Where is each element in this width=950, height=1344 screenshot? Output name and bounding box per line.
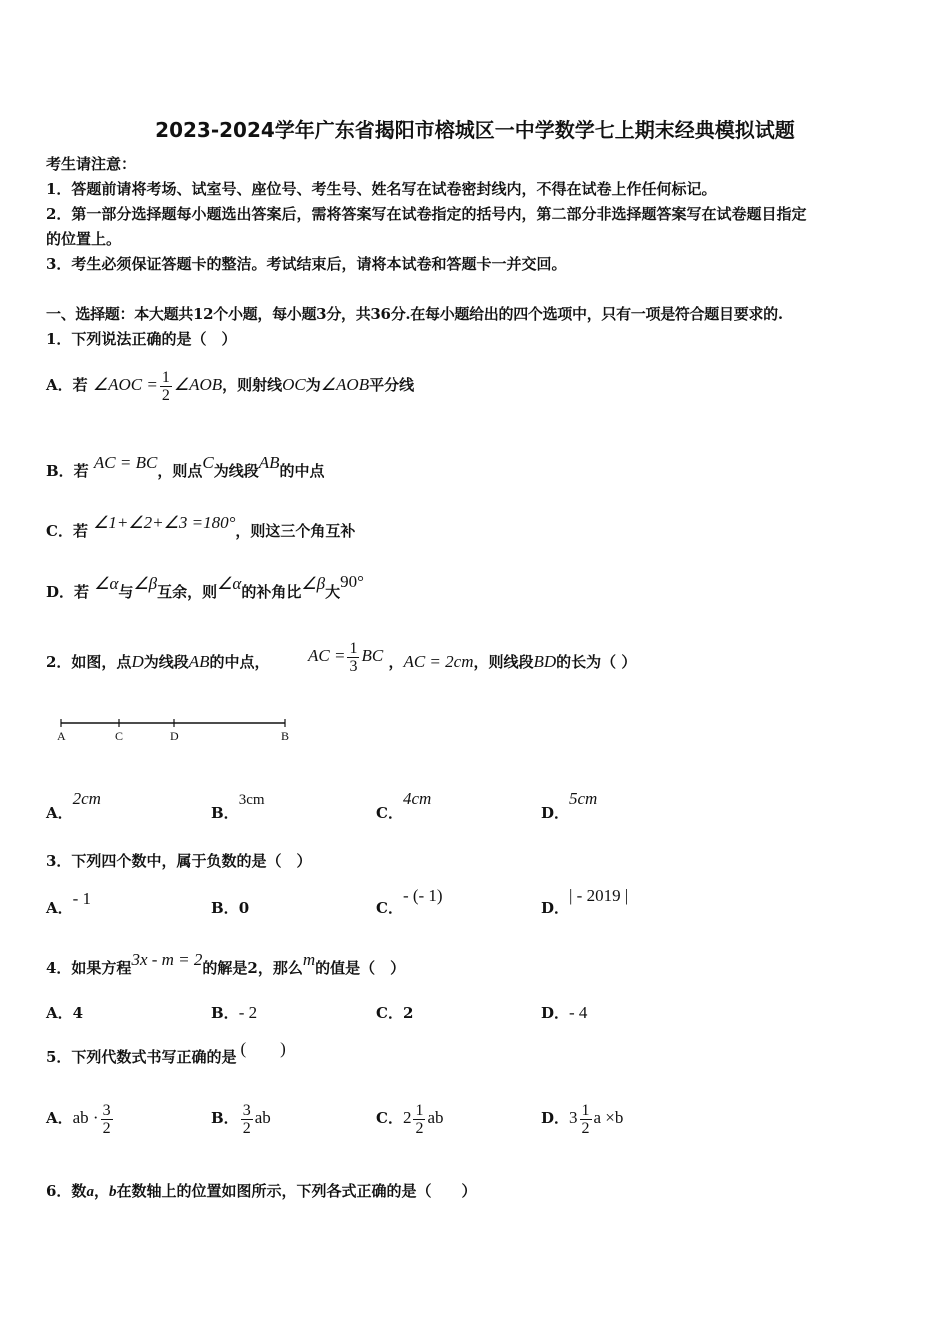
fraction: $\frac{1}{2}$ bbox=[415, 1101, 424, 1137]
question-5-stem: 5．下列代数式书写正确的是 ( ) bbox=[46, 1039, 286, 1066]
question-2-option-b: B．3cm bbox=[211, 792, 265, 822]
notice-heading: 考生请注意： bbox=[46, 155, 137, 173]
question-3-stem: 3．下列四个数中，属于负数的是（ ） bbox=[46, 852, 312, 870]
question-2-stem: 2．如图，点D为线段AB的中点， AC = $\frac{1}{3}$ BC ，AC = 2cm，则线段BD的长为（ ） bbox=[46, 639, 637, 675]
fraction: $\frac{1}{3}$ bbox=[349, 639, 358, 675]
fraction: $\frac{1}{2}$ bbox=[581, 1101, 590, 1137]
question-1-option-a: A．若 ∠AOC = $\frac{1}{2}$ ∠AOB，则射线OC为∠AOB平分线 bbox=[46, 368, 415, 404]
notice-item-2-cont: 的位置上。 bbox=[46, 230, 122, 248]
fraction: $\frac{3}{2}$ bbox=[102, 1101, 111, 1137]
question-1-stem: 1．下列说法正确的是（ ） bbox=[46, 330, 237, 348]
question-5-option-d: D．3 $\frac{1}{2}$ a ×b bbox=[541, 1101, 624, 1137]
section-heading: 一、选择题：本大题共12个小题，每小题3分，共36分.在每小题给出的四个选项中，只有一项是符合题目要求的. bbox=[46, 305, 783, 323]
question-4-option-b: B．- 2 bbox=[211, 1003, 258, 1022]
question-3-option-a: A．- 1 bbox=[46, 889, 92, 917]
question-3-option-c: C．- (- 1) bbox=[376, 886, 443, 917]
segment-figure bbox=[55, 712, 295, 746]
page-title: 2023-2024学年广东省揭阳市榕城区一中学数学七上期末经典模拟试题 bbox=[155, 118, 795, 142]
question-2-option-d: D．5cm bbox=[541, 789, 598, 822]
fraction: $\frac{3}{2}$ bbox=[242, 1101, 251, 1137]
question-4-option-d: D．- 4 bbox=[541, 1003, 588, 1022]
fraction: $\frac{1}{2}$ bbox=[161, 368, 170, 404]
point-label-b: B bbox=[281, 729, 290, 743]
question-1-option-c: C．若 ∠1+∠2+∠3 =180°，则这三个角互补 bbox=[46, 513, 356, 540]
question-4-option-a: A．4 bbox=[46, 1004, 84, 1022]
point-label-d: D bbox=[170, 729, 179, 743]
question-4-stem: 4．如果方程3x - m = 2的解是2，那么m的值是（ ） bbox=[46, 950, 406, 977]
question-5-option-a: A．ab · $\frac{3}{2}$ bbox=[46, 1101, 111, 1137]
notice-item-1: 1．答题前请将考场、试室号、座位号、考生号、姓名写在试卷密封线内，不得在试卷上作任何标记。 bbox=[46, 180, 717, 198]
question-6-stem: 6．数a，b在数轴上的位置如图所示，下列各式正确的是（ ） bbox=[46, 1182, 477, 1200]
question-3-option-d: D．| - 2019 | bbox=[541, 886, 629, 917]
notice-item-3: 3．考生必须保证答题卡的整洁。考试结束后，请将本试卷和答题卡一并交回。 bbox=[46, 255, 567, 273]
question-4-option-c: C．2 bbox=[376, 1004, 414, 1022]
point-label-c: C bbox=[115, 729, 124, 743]
question-5-option-c: C．2 $\frac{1}{2}$ ab bbox=[376, 1101, 444, 1137]
question-5-option-b: B． $\frac{3}{2}$ ab bbox=[211, 1101, 271, 1137]
notice-item-2: 2．第一部分选择题每小题选出答案后，需将答案写在试卷指定的括号内，第二部分非选择题答案写在试卷题目指定 bbox=[46, 205, 807, 223]
question-3-option-b: B．0 bbox=[211, 899, 250, 917]
question-2-option-a: A．2cm bbox=[46, 789, 101, 822]
question-2-option-c: C．4cm bbox=[376, 789, 432, 822]
question-1-option-b: B．若 AC = BC，则点C为线段AB的中点 bbox=[46, 453, 325, 480]
point-label-a: A bbox=[57, 729, 66, 743]
question-1-option-d: D．若 ∠α与∠β互余，则∠α的补角比∠β大90° bbox=[46, 572, 364, 601]
